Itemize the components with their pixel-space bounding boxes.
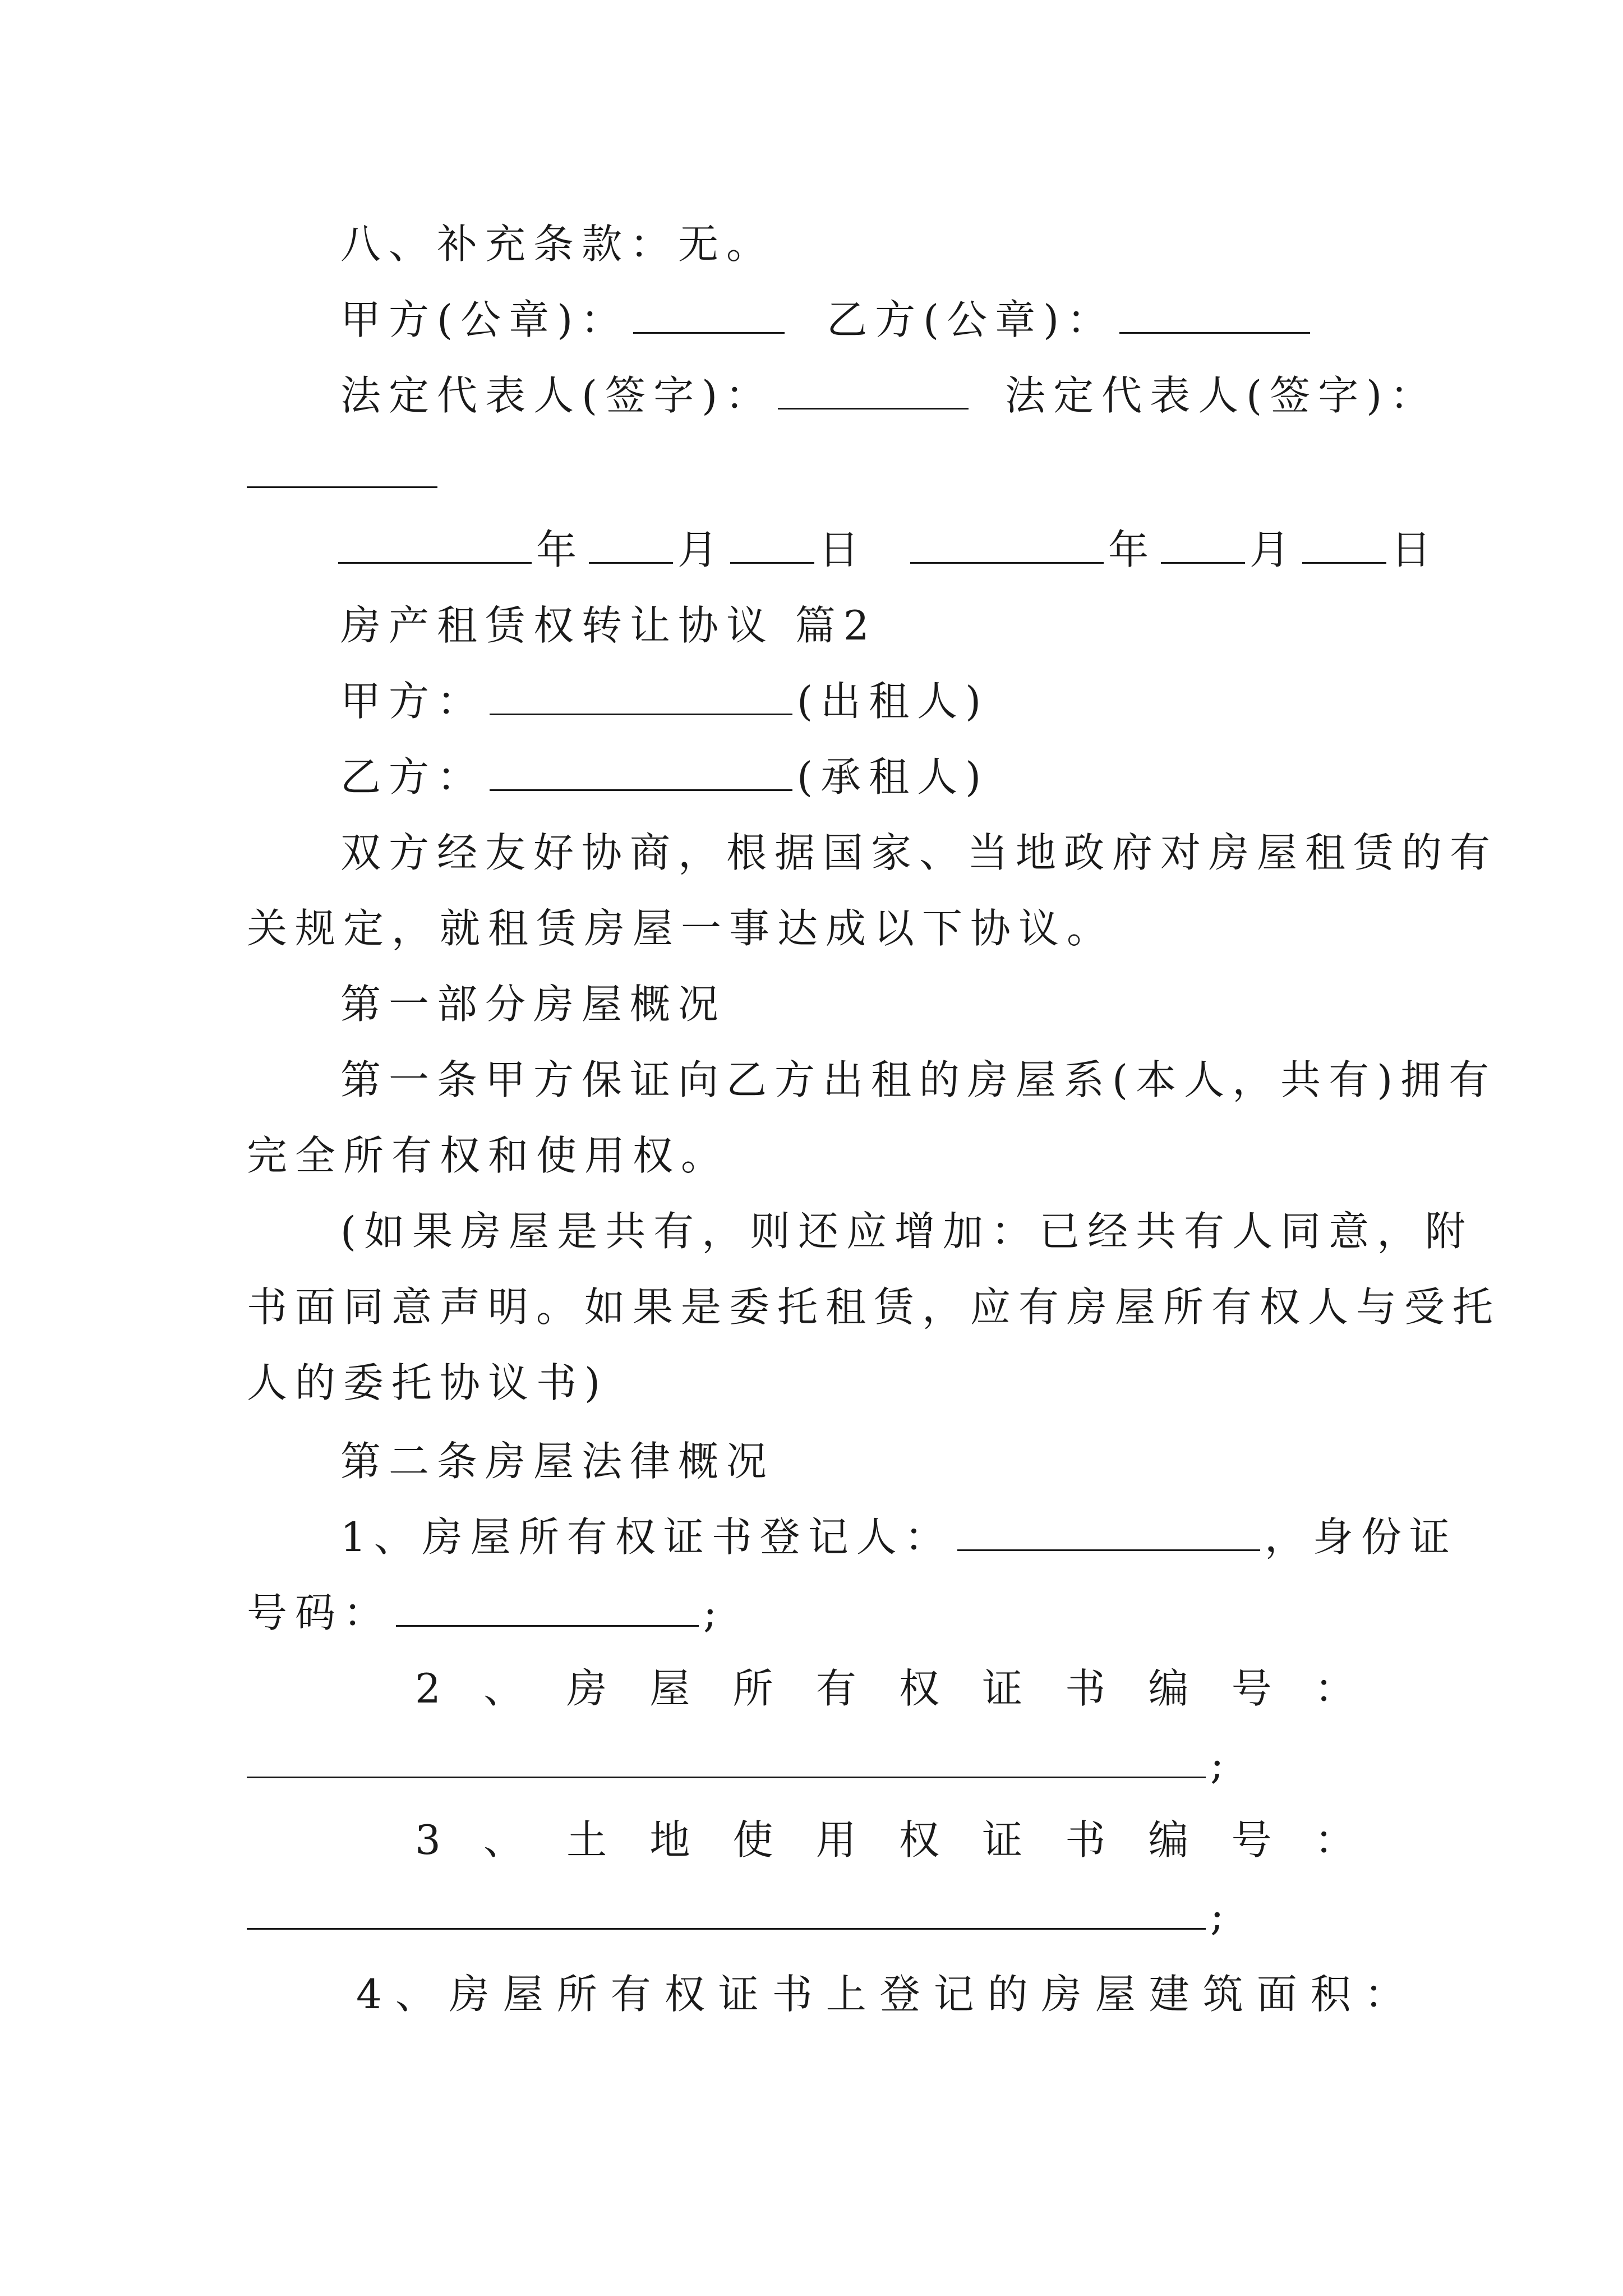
item3-char: 用 [815,1816,864,1864]
item1-suffix: ，身份证 [1264,1513,1458,1561]
date-b-year-blank[interactable] [910,527,1104,564]
legal-rep-b-blank[interactable] [247,452,437,488]
item1-label: 1、房屋所有权证书登记人： [340,1513,953,1561]
part1-title: 第一部分房屋概况 [340,981,727,1028]
item1-semicolon: ; [703,1589,725,1636]
item2-char: 编 [1148,1665,1197,1712]
item1-line2-label: 号码： [247,1589,392,1636]
item3-char: 证 [982,1816,1031,1864]
date-b-year-label: 年 [1108,526,1156,573]
section-title: 房产租赁权转让协议 篇2 [340,602,877,649]
date-a-month-label: 月 [677,526,726,573]
item1-line-2 [247,1588,725,1638]
item2-semicolon: ; [1210,1741,1232,1788]
date-b-month-blank[interactable] [1161,527,1245,564]
date-a-month-blank[interactable] [589,527,673,564]
item2-char: 所 [732,1665,781,1712]
party-b-role: (承租人) [797,753,989,800]
item3-char: ： [1314,1816,1363,1864]
date-b-day-label: 日 [1390,526,1439,573]
date-a-day-blank[interactable] [730,527,814,564]
date-a-year-label: 年 [536,526,585,573]
seal-line [340,295,1315,345]
legal-rep-line [340,370,1438,421]
item2-char: 证 [982,1665,1031,1712]
item3-char: 编 [1148,1816,1197,1864]
item3-char: 土 [566,1816,615,1864]
legal-rep-label-b: 法定代表人(签字)： [1005,372,1438,419]
item3-char: 权 [898,1816,947,1864]
item4-line-1: 4、房屋所有权证书上登记的房屋建筑面积： [356,1971,1418,2018]
intro-line-1: 双方经友好协商，根据国家、当地政府对房屋租赁的有 [340,829,1498,876]
item2-char: 屋 [649,1665,698,1712]
date-a-year-blank[interactable] [338,527,532,564]
date-line [334,524,1439,575]
article1-line-1: 第一条甲方保证向乙方出租的房屋系(本人，共有)拥有 [340,1056,1497,1103]
item1-line-1 [340,1512,1458,1562]
item2-char: ： [1314,1665,1363,1712]
date-b-month-label: 月 [1249,526,1298,573]
item3-char: 书 [1065,1816,1114,1864]
note-line-2: 书面同意声明。如果是委托租赁，应有房屋所有权人与受托 [247,1283,1501,1331]
party-b-blank[interactable] [490,754,792,791]
legal-rep-label-a: 法定代表人(签字)： [340,372,774,419]
item2-char: 房 [566,1665,615,1712]
article2-title: 第二条房屋法律概况 [340,1438,775,1485]
article1-line-2: 完全所有权和使用权。 [247,1132,730,1179]
clause-8: 八、补充条款：无。 [340,220,775,268]
note-line-3: 人的委托协议书) [247,1359,608,1406]
item3-char: 、 [483,1816,532,1864]
item3-char: 地 [649,1816,698,1864]
party-a-label: 甲方： [340,678,486,725]
item3-char: 使 [732,1816,781,1864]
legal-rep-a-blank[interactable] [778,373,969,409]
party-a-seal-label: 甲方(公章)： [340,296,629,343]
ownership-cert-number-blank[interactable] [247,1742,1206,1778]
legal-rep-b-line [247,449,442,499]
item3-char: 3 [415,1816,449,1864]
note-line-1: (如果房屋是共有，则还应增加：已经共有人同意，附 [340,1208,1474,1255]
item2-char: 号 [1231,1665,1280,1712]
intro-line-2: 关规定，就租赁房屋一事达成以下协议。 [247,905,1115,952]
land-cert-number-blank[interactable] [247,1893,1206,1930]
item2-char: 书 [1065,1665,1114,1712]
party-b-seal-blank[interactable] [1119,297,1310,334]
item2-line-1 [415,1663,1363,1714]
id-number-blank[interactable] [396,1590,699,1627]
item2-char: 有 [815,1665,864,1712]
party-b-line [340,752,989,802]
item2-char: 权 [898,1665,947,1712]
party-b-label: 乙方： [340,753,486,800]
item3-line-2 [247,1890,1232,1941]
item2-char: 、 [483,1665,532,1712]
owner-name-blank[interactable] [957,1515,1260,1551]
party-a-line [340,676,989,726]
item2-line-2 [247,1739,1232,1789]
date-a-day-label: 日 [819,526,868,573]
party-a-seal-blank[interactable] [633,297,785,334]
party-b-seal-label: 乙方(公章)： [827,296,1115,343]
party-a-blank[interactable] [490,679,792,715]
item3-semicolon: ; [1210,1892,1232,1939]
party-a-role: (出租人) [797,678,989,725]
item3-char: 号 [1231,1816,1280,1864]
date-b-day-blank[interactable] [1302,527,1386,564]
item3-line-1 [415,1815,1363,1865]
item2-char: 2 [415,1665,449,1712]
